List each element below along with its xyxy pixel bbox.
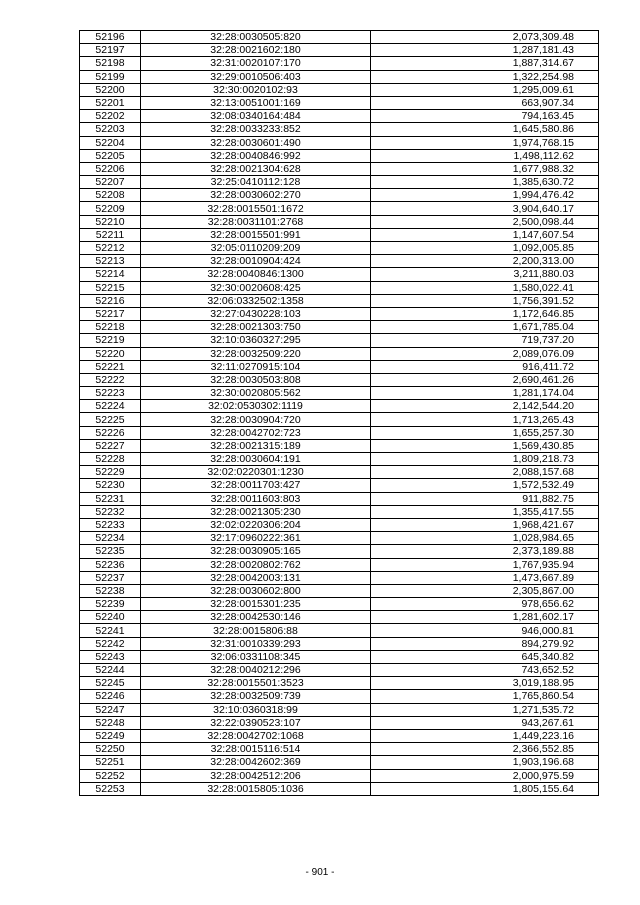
cadastral-number-cell: 32:28:0030602:270 (141, 189, 371, 202)
row-number-cell: 52244 (80, 664, 141, 677)
cadastral-number-cell: 32:28:0032509:220 (141, 347, 371, 360)
row-number-cell: 52210 (80, 215, 141, 228)
cadastral-number-cell: 32:06:0332502:1358 (141, 294, 371, 307)
row-number-cell: 52212 (80, 242, 141, 255)
cadastral-number-cell: 32:28:0042530:146 (141, 611, 371, 624)
value-cell: 1,028,984.65 (371, 532, 599, 545)
row-number-cell: 52197 (80, 44, 141, 57)
table-row (80, 756, 599, 769)
cadastral-number-cell: 32:29:0010506:403 (141, 70, 371, 83)
table-row (80, 373, 599, 386)
value-cell: 2,073,309.48 (371, 31, 599, 44)
value-cell: 645,340.82 (371, 650, 599, 663)
row-number-cell: 52202 (80, 110, 141, 123)
cadastral-value-table (79, 30, 599, 796)
cadastral-number-cell: 32:31:0020107:170 (141, 57, 371, 70)
cadastral-number-cell: 32:28:0042512:206 (141, 769, 371, 782)
value-cell: 1,092,005.85 (371, 242, 599, 255)
row-number-cell: 52238 (80, 584, 141, 597)
row-number-cell: 52249 (80, 729, 141, 742)
row-number-cell: 52211 (80, 228, 141, 241)
cadastral-number-cell: 32:30:0020102:93 (141, 83, 371, 96)
row-number-cell: 52246 (80, 690, 141, 703)
row-number-cell: 52196 (80, 31, 141, 44)
table-row (80, 584, 599, 597)
row-number-cell: 52199 (80, 70, 141, 83)
value-cell: 1,805,155.64 (371, 782, 599, 795)
row-number-cell: 52215 (80, 281, 141, 294)
cadastral-number-cell: 32:28:0021305:230 (141, 505, 371, 518)
row-number-cell: 52223 (80, 387, 141, 400)
cadastral-number-cell: 32:28:0030505:820 (141, 31, 371, 44)
table-row (80, 598, 599, 611)
table-row (80, 387, 599, 400)
value-cell: 2,305,867.00 (371, 584, 599, 597)
row-number-cell: 52239 (80, 598, 141, 611)
cadastral-number-cell: 32:28:0030905:165 (141, 545, 371, 558)
row-number-cell: 52252 (80, 769, 141, 782)
value-cell: 1,355,417.55 (371, 505, 599, 518)
table-row (80, 400, 599, 413)
value-cell: 1,903,196.68 (371, 756, 599, 769)
table-row (80, 149, 599, 162)
value-cell: 3,019,188.95 (371, 677, 599, 690)
value-cell: 663,907.34 (371, 96, 599, 109)
row-number-cell: 52236 (80, 558, 141, 571)
table-row (80, 426, 599, 439)
value-cell: 943,267.61 (371, 716, 599, 729)
value-cell: 1,449,223.16 (371, 729, 599, 742)
row-number-cell: 52253 (80, 782, 141, 795)
row-number-cell: 52250 (80, 743, 141, 756)
cadastral-number-cell: 32:31:0010339:293 (141, 637, 371, 650)
value-cell: 1,756,391.52 (371, 294, 599, 307)
row-number-cell: 52232 (80, 505, 141, 518)
table-row (80, 110, 599, 123)
row-number-cell: 52226 (80, 426, 141, 439)
row-number-cell: 52251 (80, 756, 141, 769)
cadastral-number-cell: 32:28:0040846:992 (141, 149, 371, 162)
value-cell: 1,968,421.67 (371, 518, 599, 531)
row-number-cell: 52240 (80, 611, 141, 624)
row-number-cell: 52206 (80, 162, 141, 175)
table-row (80, 136, 599, 149)
row-number-cell: 52248 (80, 716, 141, 729)
table-row (80, 44, 599, 57)
table-row (80, 57, 599, 70)
value-cell: 1,809,218.73 (371, 453, 599, 466)
table-body (80, 31, 599, 796)
cadastral-number-cell: 32:10:0360318:99 (141, 703, 371, 716)
row-number-cell: 52227 (80, 439, 141, 452)
cadastral-number-cell: 32:28:0030604:191 (141, 453, 371, 466)
value-cell: 1,498,112.62 (371, 149, 599, 162)
cadastral-number-cell: 32:28:0021303:750 (141, 321, 371, 334)
value-cell: 978,656.62 (371, 598, 599, 611)
cadastral-number-cell: 32:28:0011603:803 (141, 492, 371, 505)
table-row (80, 518, 599, 531)
table-row (80, 268, 599, 281)
table-row (80, 281, 599, 294)
cadastral-number-cell: 32:28:0021602:180 (141, 44, 371, 57)
table-row (80, 83, 599, 96)
row-number-cell: 52219 (80, 334, 141, 347)
value-cell: 1,887,314.67 (371, 57, 599, 70)
value-cell: 1,473,667.89 (371, 571, 599, 584)
value-cell: 946,000.81 (371, 624, 599, 637)
page-number: - 901 - (305, 867, 335, 878)
row-number-cell: 52216 (80, 294, 141, 307)
value-cell: 1,580,022.41 (371, 281, 599, 294)
cadastral-number-cell: 32:28:0015805:1036 (141, 782, 371, 795)
row-number-cell: 52221 (80, 360, 141, 373)
cadastral-number-cell: 32:02:0220306:204 (141, 518, 371, 531)
value-cell: 1,655,257.30 (371, 426, 599, 439)
value-cell: 1,281,174.04 (371, 387, 599, 400)
row-number-cell: 52247 (80, 703, 141, 716)
table-row (80, 176, 599, 189)
value-cell: 1,287,181.43 (371, 44, 599, 57)
row-number-cell: 52233 (80, 518, 141, 531)
value-cell: 1,322,254.98 (371, 70, 599, 83)
table-row (80, 255, 599, 268)
value-cell: 894,279.92 (371, 637, 599, 650)
row-number-cell: 52220 (80, 347, 141, 360)
table-row (80, 624, 599, 637)
table-row (80, 492, 599, 505)
value-cell: 3,904,640.17 (371, 202, 599, 215)
value-cell: 1,671,785.04 (371, 321, 599, 334)
cadastral-number-cell: 32:28:0033233:852 (141, 123, 371, 136)
table-row (80, 729, 599, 742)
row-number-cell: 52218 (80, 321, 141, 334)
row-number-cell: 52241 (80, 624, 141, 637)
value-cell: 2,000,975.59 (371, 769, 599, 782)
cadastral-number-cell: 32:28:0011703:427 (141, 479, 371, 492)
cadastral-number-cell: 32:02:0220301:1230 (141, 466, 371, 479)
value-cell: 1,572,532.49 (371, 479, 599, 492)
table-row (80, 31, 599, 44)
value-cell: 1,147,607.54 (371, 228, 599, 241)
value-cell: 2,366,552.85 (371, 743, 599, 756)
row-number-cell: 52245 (80, 677, 141, 690)
row-number-cell: 52234 (80, 532, 141, 545)
table-row (80, 782, 599, 795)
row-number-cell: 52201 (80, 96, 141, 109)
cadastral-number-cell: 32:28:0042702:1068 (141, 729, 371, 742)
cadastral-number-cell: 32:28:0021315:189 (141, 439, 371, 452)
value-cell: 1,677,988.32 (371, 162, 599, 175)
cadastral-number-cell: 32:28:0030602:800 (141, 584, 371, 597)
cadastral-number-cell: 32:05:0110209:209 (141, 242, 371, 255)
table-row (80, 347, 599, 360)
value-cell: 3,211,880.03 (371, 268, 599, 281)
cadastral-number-cell: 32:30:0020608:425 (141, 281, 371, 294)
cadastral-number-cell: 32:08:0340164:484 (141, 110, 371, 123)
value-cell: 2,500,098.44 (371, 215, 599, 228)
table-row (80, 228, 599, 241)
table-row (80, 215, 599, 228)
table-row (80, 360, 599, 373)
value-cell: 2,088,157.68 (371, 466, 599, 479)
cadastral-number-cell: 32:28:0040846:1300 (141, 268, 371, 281)
value-cell: 2,690,461.26 (371, 373, 599, 386)
cadastral-number-cell: 32:10:0360327:295 (141, 334, 371, 347)
table-row (80, 307, 599, 320)
cadastral-number-cell: 32:28:0042602:369 (141, 756, 371, 769)
row-number-cell: 52207 (80, 176, 141, 189)
row-number-cell: 52213 (80, 255, 141, 268)
row-number-cell: 52222 (80, 373, 141, 386)
table-row (80, 96, 599, 109)
row-number-cell: 52217 (80, 307, 141, 320)
value-cell: 1,994,476.42 (371, 189, 599, 202)
value-cell: 1,569,430.85 (371, 439, 599, 452)
value-cell: 1,271,535.72 (371, 703, 599, 716)
table-row (80, 70, 599, 83)
row-number-cell: 52198 (80, 57, 141, 70)
table-row (80, 703, 599, 716)
row-number-cell: 52203 (80, 123, 141, 136)
cadastral-number-cell: 32:17:0960222:361 (141, 532, 371, 545)
row-number-cell: 52200 (80, 83, 141, 96)
table-row (80, 466, 599, 479)
cadastral-number-cell: 32:28:0015116:514 (141, 743, 371, 756)
cadastral-number-cell: 32:28:0030904:720 (141, 413, 371, 426)
table-row (80, 532, 599, 545)
row-number-cell: 52228 (80, 453, 141, 466)
cadastral-number-cell: 32:11:0270915:104 (141, 360, 371, 373)
row-number-cell: 52237 (80, 571, 141, 584)
table-row (80, 162, 599, 175)
table-row (80, 453, 599, 466)
cadastral-number-cell: 32:28:0015501:991 (141, 228, 371, 241)
table-row (80, 505, 599, 518)
cadastral-number-cell: 32:06:0331108:345 (141, 650, 371, 663)
table-row (80, 664, 599, 677)
cadastral-number-cell: 32:28:0030601:490 (141, 136, 371, 149)
row-number-cell: 52208 (80, 189, 141, 202)
cadastral-number-cell: 32:13:0051001:169 (141, 96, 371, 109)
value-cell: 2,142,544.20 (371, 400, 599, 413)
table-row (80, 189, 599, 202)
cadastral-number-cell: 32:28:0010904:424 (141, 255, 371, 268)
table-row (80, 611, 599, 624)
row-number-cell: 52229 (80, 466, 141, 479)
cadastral-number-cell: 32:28:0015501:1672 (141, 202, 371, 215)
cadastral-number-cell: 32:02:0530302:1119 (141, 400, 371, 413)
table-row (80, 413, 599, 426)
value-cell: 1,295,009.61 (371, 83, 599, 96)
row-number-cell: 52231 (80, 492, 141, 505)
cadastral-number-cell: 32:28:0032509:739 (141, 690, 371, 703)
table-row (80, 545, 599, 558)
value-cell: 1,713,265.43 (371, 413, 599, 426)
cadastral-number-cell: 32:28:0042702:723 (141, 426, 371, 439)
value-cell: 1,172,646.85 (371, 307, 599, 320)
row-number-cell: 52209 (80, 202, 141, 215)
value-cell: 1,765,860.54 (371, 690, 599, 703)
cadastral-number-cell: 32:28:0031101:2768 (141, 215, 371, 228)
row-number-cell: 52230 (80, 479, 141, 492)
row-number-cell: 52225 (80, 413, 141, 426)
table-row (80, 558, 599, 571)
cadastral-number-cell: 32:22:0390523:107 (141, 716, 371, 729)
cadastral-number-cell: 32:25:0410112:128 (141, 176, 371, 189)
value-cell: 2,200,313.00 (371, 255, 599, 268)
value-cell: 1,767,935.94 (371, 558, 599, 571)
table-row (80, 202, 599, 215)
row-number-cell: 52235 (80, 545, 141, 558)
row-number-cell: 52224 (80, 400, 141, 413)
cadastral-number-cell: 32:28:0030503:808 (141, 373, 371, 386)
value-cell: 2,373,189.88 (371, 545, 599, 558)
cadastral-number-cell: 32:30:0020805:562 (141, 387, 371, 400)
value-cell: 916,411.72 (371, 360, 599, 373)
table-row (80, 637, 599, 650)
cadastral-number-cell: 32:28:0021304:628 (141, 162, 371, 175)
table-row (80, 242, 599, 255)
table-row (80, 650, 599, 663)
row-number-cell: 52205 (80, 149, 141, 162)
value-cell: 794,163.45 (371, 110, 599, 123)
value-cell: 719,737.20 (371, 334, 599, 347)
row-number-cell: 52204 (80, 136, 141, 149)
row-number-cell: 52214 (80, 268, 141, 281)
cadastral-number-cell: 32:28:0040212:296 (141, 664, 371, 677)
value-cell: 1,385,630.72 (371, 176, 599, 189)
cadastral-number-cell: 32:28:0042003:131 (141, 571, 371, 584)
row-number-cell: 52242 (80, 637, 141, 650)
cadastral-number-cell: 32:28:0015501:3523 (141, 677, 371, 690)
table-row (80, 479, 599, 492)
table-row (80, 743, 599, 756)
table-row (80, 294, 599, 307)
value-cell: 1,645,580.86 (371, 123, 599, 136)
value-cell: 911,882.75 (371, 492, 599, 505)
cadastral-number-cell: 32:28:0020802:762 (141, 558, 371, 571)
table-row (80, 677, 599, 690)
row-number-cell: 52243 (80, 650, 141, 663)
cadastral-number-cell: 32:28:0015301:235 (141, 598, 371, 611)
table-row (80, 439, 599, 452)
table-row (80, 769, 599, 782)
cadastral-number-cell: 32:28:0015806:88 (141, 624, 371, 637)
table-row (80, 716, 599, 729)
table-row (80, 334, 599, 347)
table-row (80, 571, 599, 584)
table-row (80, 123, 599, 136)
value-cell: 1,974,768.15 (371, 136, 599, 149)
value-cell: 743,652.52 (371, 664, 599, 677)
value-cell: 2,089,076.09 (371, 347, 599, 360)
cadastral-number-cell: 32:27:0430228:103 (141, 307, 371, 320)
table-row (80, 321, 599, 334)
table-row (80, 690, 599, 703)
value-cell: 1,281,602.17 (371, 611, 599, 624)
